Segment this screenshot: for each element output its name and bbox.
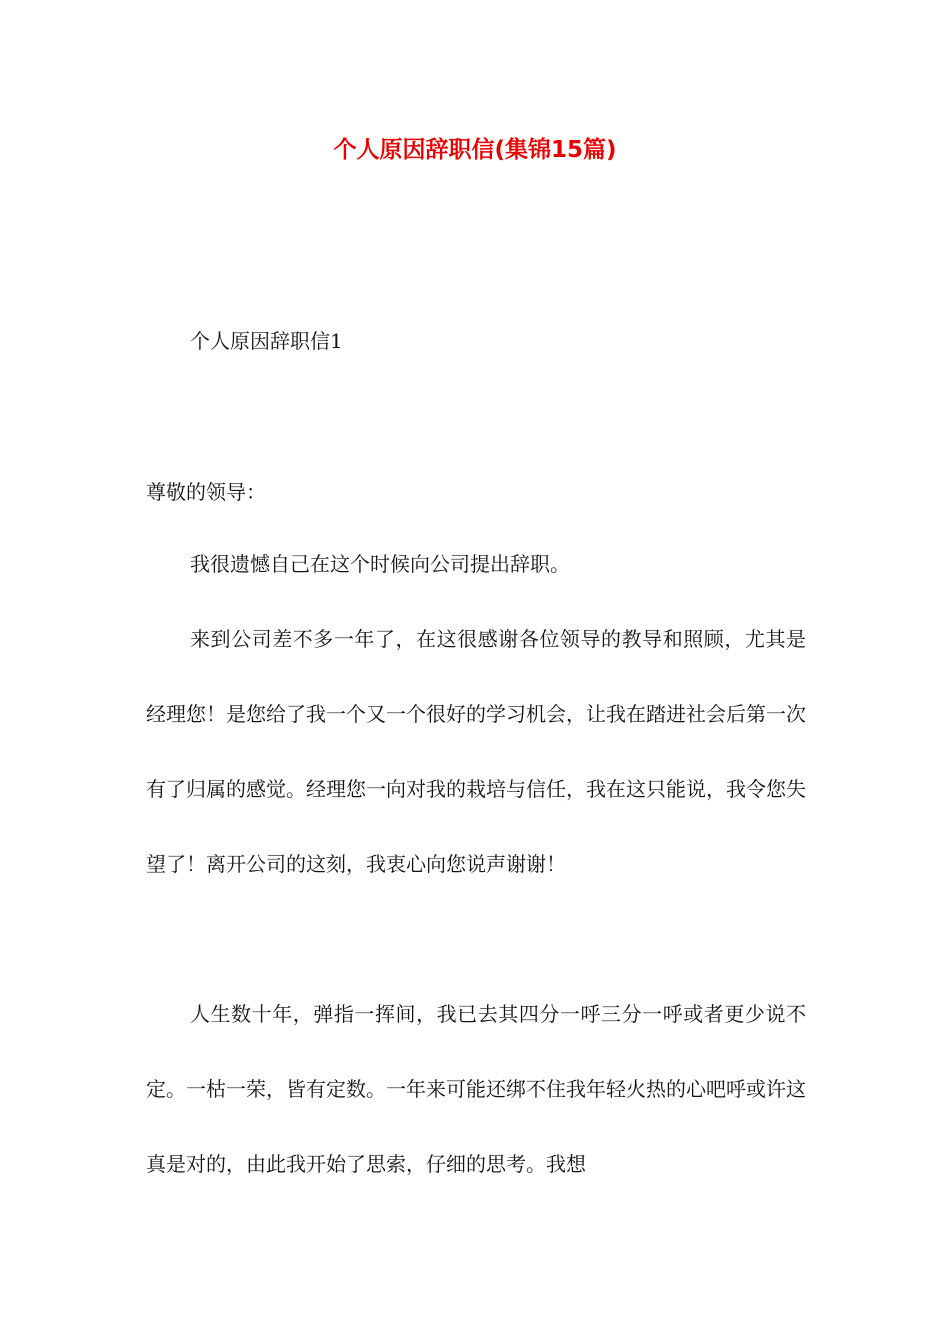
section-heading: 个人原因辞职信1 (190, 329, 343, 353)
paragraph-3: 人生数十年，弹指一挥间，我已去其四分一呼三分一呼或者更少说不定。一枯一荣，皆有定数。一年来可能还绑不住我年轻火热的心吧呼或许这真是对的，由此我开始了思索，仔细的思考。我想 (146, 1002, 806, 1176)
salutation: 尊敬的领导： (146, 480, 266, 504)
document-title: 个人原因辞职信(集锦15篇) (333, 137, 617, 163)
paragraph-2: 来到公司差不多一年了，在这很感谢各位领导的教导和照顾，尤其是经理您！是您给了我一个又一个很好的学习机会，让我在踏进社会后第一次有了归属的感觉。经理您一向对我的栽培与信任，我在这只能说，我令您失望了！离开公司的这刻，我衷心向您说声谢谢！ (146, 627, 806, 876)
paragraph-1: 我很遗憾自己在这个时候向公司提出辞职。 (190, 552, 570, 576)
